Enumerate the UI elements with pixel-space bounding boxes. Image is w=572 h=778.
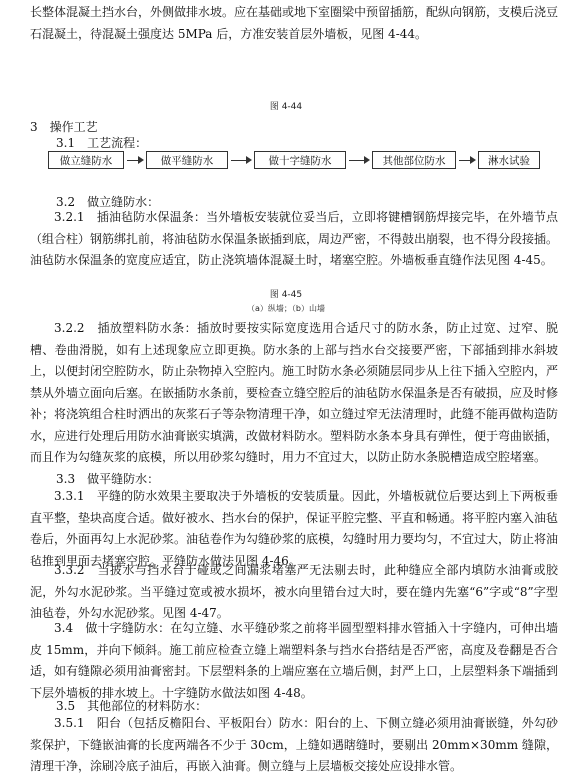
arrow-right-icon (346, 151, 372, 169)
arrow-right-icon (228, 151, 254, 169)
figure-4-44-caption: 图 4-44 (269, 102, 303, 112)
figure-4-45-subcaption: （a）纵墙；（b）山墙 (247, 304, 325, 313)
section-3-heading: 3 操作工艺 (30, 120, 98, 134)
section-3-3-heading: 3.3 做平缝防水： (56, 472, 160, 486)
process-flow (48, 149, 540, 171)
paragraph-3-2-2: 3.2.2 插放塑料防水条：插放时要按实际宽度选用合适尺寸的防水条，防止过宽、过窄、脱槽、卷曲滑脱，如有上述现象应立即更换。防水条的上部与挡水台交接要严密，下部插到排水斜坡上，以便封闭空腔防水，防止杂物掉入空腔内。施工时防水条必须随层同步从上往下插入空腔内，严禁从外墙立面向后塞。在嵌插防水条前，要检查立缝空腔后的油毡防水保温条是否有破损，应及时修补；将浇筑组合柱时洒出的灰浆石子等杂物清理干净，如立缝过窄无法清理时，此缝不能再做构造防水，应进行处理后用防水油膏嵌实填满，改做材料防水。塑料防水条本身具有弹性，便于弯曲嵌插，而且作为勾缝灰浆的底模，所以用砂浆勾缝时，用力不宜过大，以防止防水条脱槽造成空腔堵塞。 (30, 321, 559, 464)
paragraph-3-3-1: 3.3.1 平缝的防水效果主要取决于外墙板的安装质量。因此，外墙板就位后要达到上下两板垂直平整，垫块高度合适。做好被水、挡水台的保护，保证平腔完整、平直和畅通。将平腔内塞入油毡卷后，外面再勾上水泥砂浆。油毡卷作为勾缝砂浆的底模，勾缝时用力要均匀，不宜过大，防止将油毡推到里面去堵塞空腔。平缝防水做法见图 4-46。 (30, 489, 559, 568)
section-3-2-heading: 3.2 做立缝防水： (56, 195, 160, 209)
flow-step-horizontal-joint: 做平缝防水 (146, 151, 228, 169)
arrow-right-icon (456, 151, 478, 169)
section-3-5-heading: 3.5 其他部位的材料防水： (56, 699, 208, 713)
paragraph-3-4: 3.4 做十字缝防水：在勾立缝、水平缝砂浆之前将半圆型塑料排水管插入十字缝内，可伸出墙皮 15mm，并向下倾斜。施工前应检查立缝上端塑料条与挡水台搭结是否严密，高度及卷翻是否合适，如有缝隙必须用油膏密封。下层塑料条的上端应塞在立墙后侧，封严上口，上层塑料条下端插到下层外墙板的排水坡上。十字缝防水做法如图 4-48。 (30, 621, 559, 700)
arrow-right-icon (124, 151, 146, 169)
paragraph-3-3-2: 3.3.2 当披水与挡水台于碰或之间漏浆堵塞严无法剔去时，此种缝应全部内填防水油膏或胶泥，外勾水泥砂浆。当平缝过宽或被水损坏，被水向里错台过大时，要在缝内先塞“6”字或“8”字型油毡卷，外勾水泥砂浆。见图 4-47。 (30, 563, 558, 620)
paragraph-3-2-1: 3.2.1 插油毡防水保温条：当外墙板安装就位妥当后，立即将键槽钢筋焊接完毕，在外墙节点（组合柱）钢筋绑扎前，将油毡防水保温条嵌插到底，周边严密，不得鼓出崩裂，也不得分段接插。油毡防水保温条的宽度应适宜，防止浇筑墙体混凝土时，堵塞空腔。外墙板垂直缝作法见图 4-45。 (30, 210, 559, 267)
flow-step-other-parts: 其他部位防水 (372, 151, 456, 169)
figure-4-45-caption: 图 4-45 (269, 290, 303, 300)
paragraph-3-5-1: 3.5.1 阳台（包括反檐阳台、平板阳台）防水：阳台的上、下侧立缝必须用油膏嵌缝，外勾砂浆保护，下缝嵌油膏的长度两端各不少于 30cm，上缝如遇瞎缝时，要剔出 20mm×30mm 缝隙，清理干净，涂刷冷底子油后，再嵌入油膏。侧立缝与上层墙板交接处应设排水管。 (30, 716, 558, 773)
flow-step-cross-joint: 做十字缝防水 (254, 151, 346, 169)
flow-step-water-test: 淋水试验 (478, 151, 540, 169)
flow-step-vertical-joint: 做立缝防水 (48, 151, 124, 169)
intro-paragraph: 长整体混凝土挡水台，外侧做排水坡。应在基础或地下室圈梁中预留插筋，配纵向钢筋，支模后浇豆石混凝土，待混凝土强度达 5MPa 后，方准安装首层外墙板，见图 4-44。 (30, 5, 559, 41)
section-3-1-heading: 3.1 工艺流程： (56, 136, 148, 150)
